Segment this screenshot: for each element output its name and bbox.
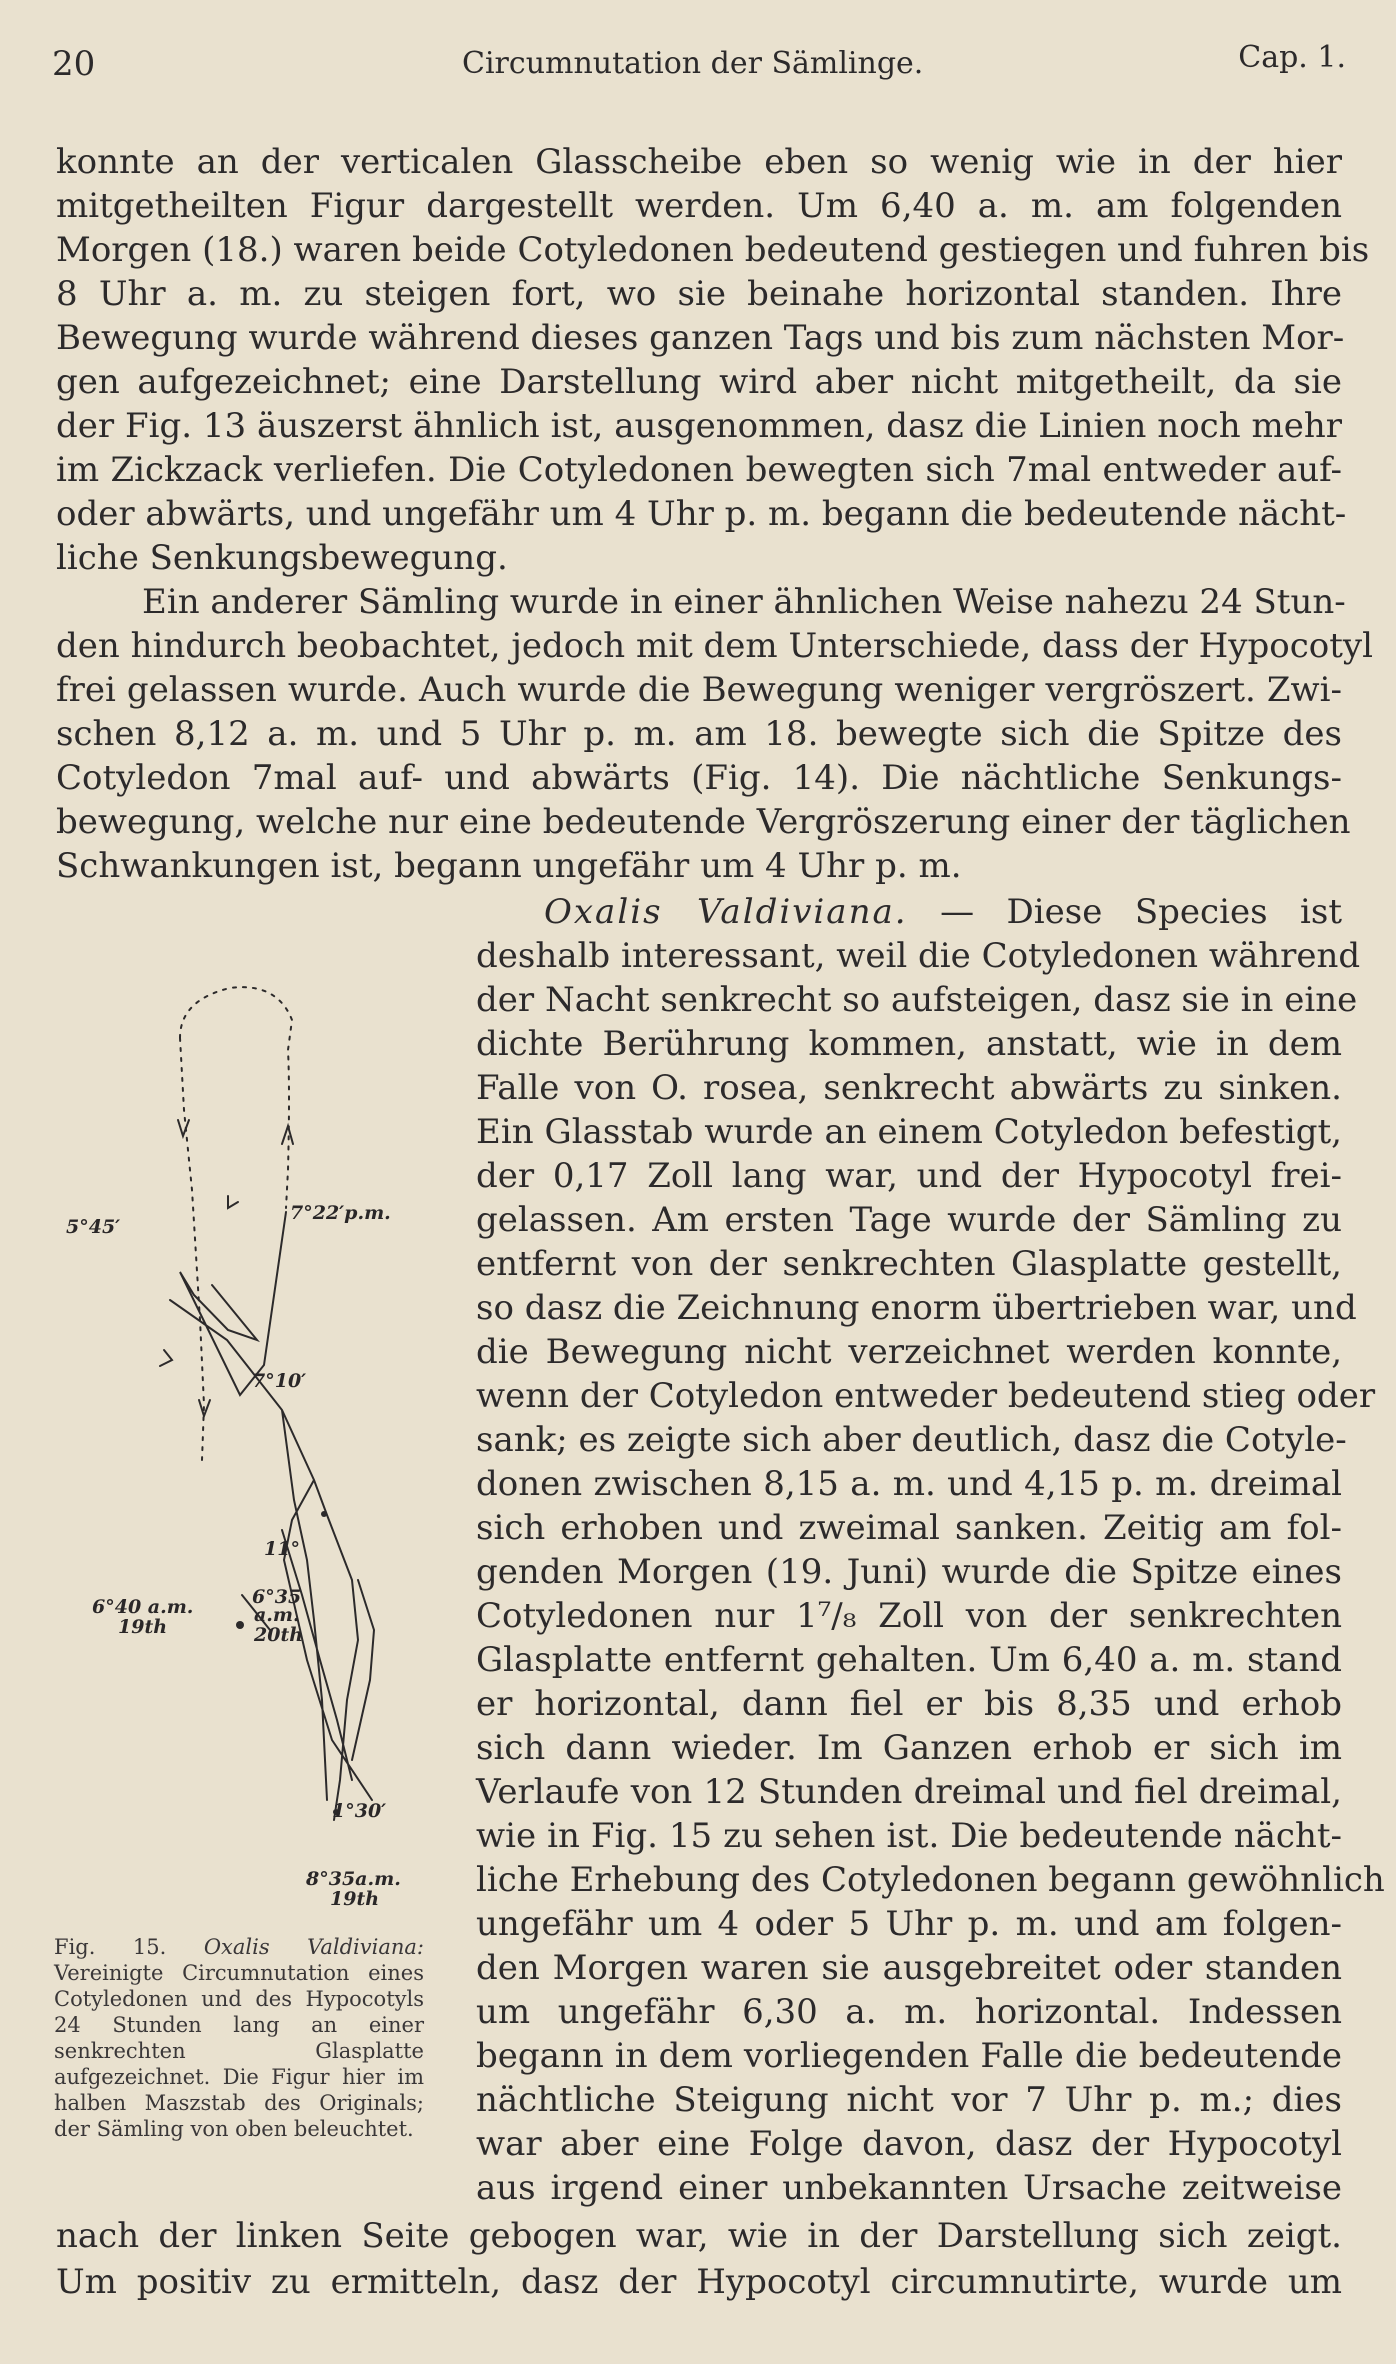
text-line: Glasplatte entfernt gehalten. Um 6,40 a. m. stand bbox=[476, 1640, 1342, 1680]
text-line: Ein anderer Sämling wurde in einer ähnlichen Weise nahezu 24 Stun- bbox=[142, 582, 1346, 622]
end-point bbox=[321, 1511, 327, 1517]
text-line: Bewegung wurde während dieses ganzen Tags und bis zum nächsten Mor- bbox=[56, 318, 1345, 358]
time-label: 19th bbox=[330, 1888, 380, 1910]
text-line: sank; es zeigte sich aber deutlich, dasz die Cotyle- bbox=[476, 1420, 1347, 1460]
arrow-up bbox=[282, 1126, 293, 1144]
text-line: der 0,17 Zoll lang war, und der Hypocotyl frei- bbox=[476, 1156, 1342, 1196]
text-line: donen zwischen 8,15 a. m. und 4,15 p. m. dreimal bbox=[476, 1464, 1342, 1504]
text-line: er horizontal, dann fiel er bis 8,35 und erhob bbox=[476, 1684, 1342, 1724]
species-heading-line bbox=[476, 890, 1342, 934]
chapter-label: Cap. 1. bbox=[1238, 40, 1346, 75]
time-label: a.m. bbox=[254, 1604, 300, 1626]
text-line: ungefähr um 4 oder 5 Uhr p. m. und am folgen- bbox=[476, 1904, 1342, 1944]
text-line: der Fig. 13 äuszerst ähnlich ist, ausgenommen, dasz die Linien noch mehr bbox=[56, 406, 1342, 446]
time-label: 19th bbox=[118, 1616, 168, 1638]
text-line: liche Erhebung des Cotyledonen begann gewöhnlich bbox=[476, 1860, 1385, 1900]
arrow-down bbox=[178, 1120, 189, 1136]
start-point bbox=[236, 1621, 244, 1629]
text-line: oder abwärts, und ungefähr um 4 Uhr p. m. begann die bedeutende nächt- bbox=[56, 494, 1347, 534]
text-line: liche Senkungsbewegung. bbox=[56, 538, 508, 578]
text-line: so dasz die Zeichnung enorm übertrieben war, und bbox=[476, 1288, 1357, 1328]
text-line: dichte Berührung kommen, anstatt, wie in dem bbox=[476, 1024, 1342, 1064]
time-label: 8°35a.m. bbox=[306, 1868, 401, 1890]
caption-species: Oxalis Valdiviana: bbox=[203, 1935, 424, 1959]
text-line: bewegung, welche nur eine bedeutende Vergröszerung einer der täglichen bbox=[56, 802, 1351, 842]
text-line: der Nacht senkrecht so aufsteigen, dasz sie in eine bbox=[476, 980, 1358, 1020]
text-line: deshalb interessant, weil die Cotyledonen während bbox=[476, 936, 1361, 976]
time-label: 11° bbox=[264, 1538, 300, 1560]
time-label: 5°45′ bbox=[66, 1216, 121, 1238]
circumnutation-tracing bbox=[52, 940, 452, 1930]
figure-caption bbox=[54, 1934, 424, 2142]
text-line: Cotyledonen nur 1⁷/₈ Zoll von der senkrechten bbox=[476, 1596, 1342, 1636]
text-line: Verlaufe von 12 Stunden dreimal und fiel dreimal, bbox=[476, 1772, 1342, 1812]
text-line: im Zickzack verliefen. Die Cotyledonen bewegten sich 7mal entweder auf- bbox=[56, 450, 1342, 490]
text-line: Ein Glasstab wurde an einem Cotyledon befestigt, bbox=[476, 1112, 1342, 1152]
text-line: aus irgend einer unbekannten Ursache zeitweise bbox=[476, 2168, 1342, 2208]
text-line: den Morgen waren sie ausgebreitet oder standen bbox=[476, 1948, 1342, 1988]
text-line: Morgen (18.) waren beide Cotyledonen bedeutend gestiegen und fuhren bis bbox=[56, 230, 1370, 270]
text-line: frei gelassen wurde. Auch wurde die Bewegung weniger vergröszert. Zwi- bbox=[56, 670, 1342, 710]
time-label: 6°40 a.m. bbox=[92, 1596, 194, 1618]
text-line: gen aufgezeichnet; eine Darstellung wird aber nicht mitgetheilt, da sie bbox=[56, 362, 1342, 402]
caption-text: Vereinigte Circumnutation eines Cotyledonen und des Hypocotyls 24 Stunden lang an einer senkrechten Glasplatte aufgezeichnet. Die Figur hier im halben Maszstab des Originals; der Sämling von oben beleuchtet. bbox=[54, 1961, 424, 2141]
text-line: war aber eine Folge davon, dasz der Hypocotyl bbox=[476, 2124, 1342, 2164]
text-line: Falle von O. rosea, senkrecht abwärts zu sinken. bbox=[476, 1068, 1342, 1108]
text-line: schen 8,12 a. m. und 5 Uhr p. m. am 18. bewegte sich die Spitze des bbox=[56, 714, 1342, 754]
species-heading-rest: — Diese Species ist bbox=[940, 892, 1343, 932]
text-line: gelassen. Am ersten Tage wurde der Sämling zu bbox=[476, 1200, 1342, 1240]
text-line: Cotyledon 7mal auf- und abwärts (Fig. 14). Die nächtliche Senkungs- bbox=[56, 758, 1342, 798]
text-line: Um positiv zu ermitteln, dasz der Hypocotyl circumnutirte, wurde um bbox=[56, 2262, 1342, 2302]
time-label: 1°30′ bbox=[332, 1800, 387, 1822]
text-line: sich dann wieder. Im Ganzen erhob er sich im bbox=[476, 1728, 1342, 1768]
text-line: nach der linken Seite gebogen war, wie in der Darstellung sich zeigt. bbox=[56, 2216, 1342, 2256]
running-title: Circumnutation der Sämlinge. bbox=[462, 46, 924, 81]
text-line: 8 Uhr a. m. zu steigen fort, wo sie beinahe horizontal standen. Ihre bbox=[56, 274, 1342, 314]
page-number: 20 bbox=[52, 44, 96, 84]
text-line: um ungefähr 6,30 a. m. horizontal. Indessen bbox=[476, 1992, 1342, 2032]
day-movement-trace bbox=[170, 1212, 374, 1820]
text-line: genden Morgen (19. Juni) wurde die Spitze eines bbox=[476, 1552, 1342, 1592]
text-line: wenn der Cotyledon entweder bedeutend stieg oder bbox=[476, 1376, 1376, 1416]
time-label: 7°22′p.m. bbox=[290, 1202, 391, 1224]
text-line: wie in Fig. 15 zu sehen ist. Die bedeutende nächt- bbox=[476, 1816, 1342, 1856]
text-line: begann in dem vorliegenden Falle die bedeutende bbox=[476, 2036, 1342, 2076]
page-header bbox=[52, 40, 1346, 90]
arrow-diag bbox=[160, 1350, 172, 1366]
time-label: 6°35 bbox=[252, 1586, 302, 1608]
text-line: Schwankungen ist, begann ungefähr um 4 Uhr p. m. bbox=[56, 846, 962, 886]
text-line: entfernt von der senkrechten Glasplatte gestellt, bbox=[476, 1244, 1342, 1284]
time-label: 7°10′ bbox=[252, 1370, 307, 1392]
text-line: mitgetheilten Figur dargestellt werden. Um 6,40 a. m. am folgenden bbox=[56, 186, 1342, 226]
arrow-diag bbox=[228, 1196, 238, 1208]
text-line: nächtliche Steigung nicht vor 7 Uhr p. m.; dies bbox=[476, 2080, 1342, 2120]
text-line: sich erhoben und zweimal sanken. Zeitig am fol- bbox=[476, 1508, 1342, 1548]
species-name: Oxalis Valdiviana. bbox=[544, 892, 908, 932]
figure-15 bbox=[52, 940, 452, 1930]
text-line: die Bewegung nicht verzeichnet werden konnte, bbox=[476, 1332, 1342, 1372]
text-line: den hindurch beobachtet, jedoch mit dem Unterschiede, dass der Hypocotyl bbox=[56, 626, 1373, 666]
caption-label: Fig. 15. bbox=[54, 1935, 167, 1959]
time-label: 20th bbox=[254, 1624, 304, 1646]
text-line: konnte an der verticalen Glasscheibe eben so wenig wie in der hier bbox=[56, 142, 1342, 182]
